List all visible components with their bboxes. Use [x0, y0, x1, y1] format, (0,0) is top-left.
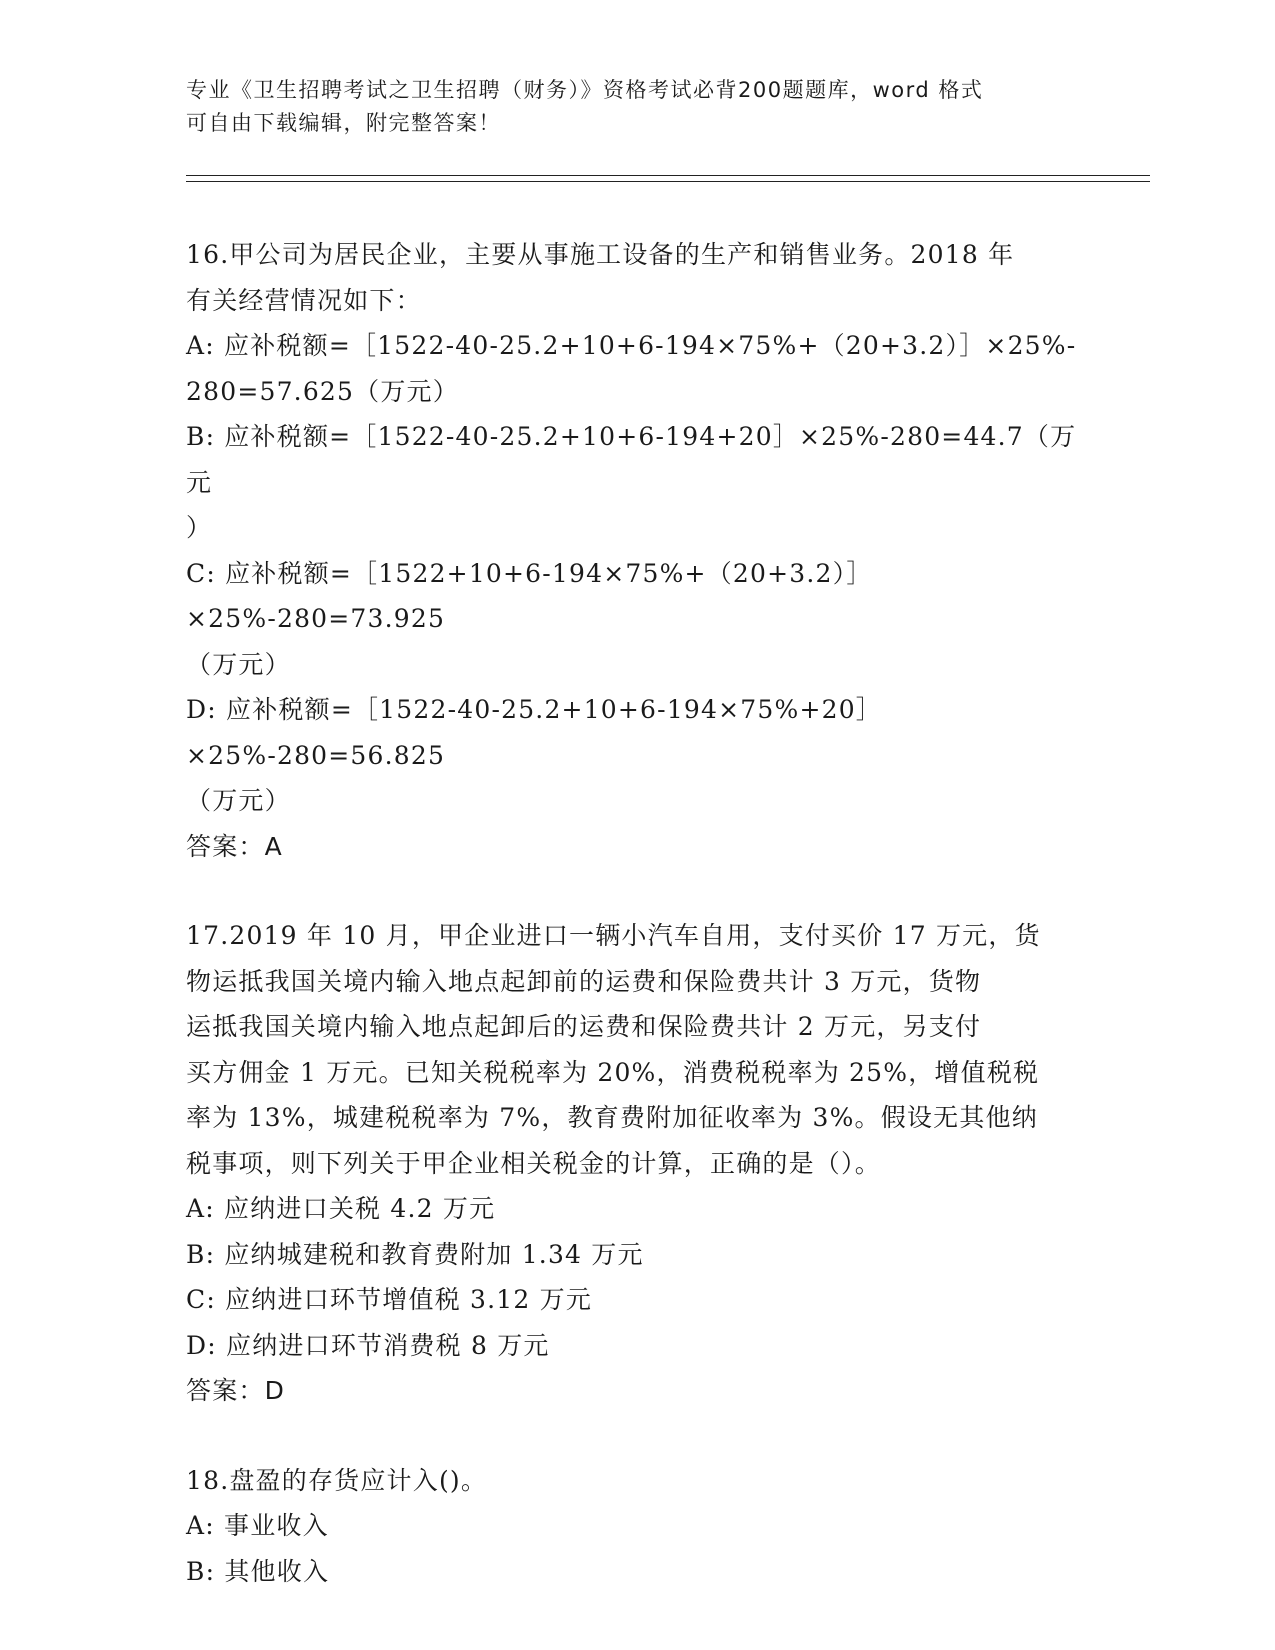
- option-a-line: 280=57.625（万元）: [186, 376, 459, 406]
- document-header: [186, 74, 1086, 140]
- question-item: [186, 1458, 1086, 1595]
- option-b-line: B: 应纳城建税和教育费附加 1.34 万元: [186, 1239, 644, 1269]
- question-stem-line: 有关经营情况如下：: [186, 285, 422, 315]
- header-divider: [186, 175, 1150, 176]
- question-stem-line: 16.甲公司为居民企业，主要从事施工设备的生产和销售业务。2018 年: [186, 240, 1015, 269]
- answer-label: 答案：A: [186, 831, 283, 861]
- answer-label: 答案：D: [186, 1376, 286, 1405]
- option-a-line: A: 事业收入: [186, 1511, 329, 1540]
- question-stem-line: 率为 13%，城建税税率为 7%，教育费附加征收率为 3%。假设无其他纳: [186, 1103, 1038, 1132]
- question-list: [186, 232, 1086, 1638]
- question-stem-line: 运抵我国关境内输入地点起卸后的运费和保险费共计 2 万元，另支付: [186, 1012, 982, 1041]
- question-stem-line: 税事项，则下列关于甲企业相关税金的计算，正确的是（）。: [186, 1148, 881, 1178]
- option-d-line: D: 应补税额=［1522-40-25.2+10+6-194×75%+20］×25%-280=56.825: [186, 695, 883, 770]
- question-stem-line: 物运抵我国关境内输入地点起卸前的运费和保险费共计 3 万元，货物: [186, 966, 982, 996]
- header-divider: [186, 181, 1150, 182]
- question-stem-line: 17.2019 年 10 月，甲企业进口一辆小汽车自用，支付买价 17 万元，货: [186, 921, 1041, 950]
- option-a-line: A: 应补税额=［1522-40-25.2+10+6-194×75%+（20+3.2）］×25%-: [186, 331, 1077, 360]
- option-c-line: C: 应补税额=［1522+10+6-194×75%+（20+3.2）］×25%-280=73.925: [186, 558, 873, 633]
- question-item: [186, 232, 1086, 869]
- question-stem-line: 18.盘盈的存货应计入()。: [186, 1465, 488, 1495]
- option-b-line: B: 应补税额=［1522-40-25.2+10+6-194+20］×25%-280=44.7（万元: [186, 422, 1077, 497]
- option-b-line: B: 其他收入: [186, 1556, 330, 1586]
- option-b-line: ）: [186, 513, 213, 542]
- option-d-line: D: 应纳进口环节消费税 8 万元: [186, 1330, 550, 1360]
- header-line: 可自由下载编辑，附完整答案！: [186, 111, 501, 135]
- option-d-line: （万元）: [186, 786, 291, 815]
- header-line: 专业《卫生招聘考试之卫生招聘（财务）》资格考试必背200题题库，word 格式: [186, 78, 984, 102]
- option-c-line: （万元）: [186, 649, 291, 679]
- option-a-line: A: 应纳进口关税 4.2 万元: [186, 1194, 496, 1223]
- question-item: [186, 913, 1086, 1414]
- option-c-line: C: 应纳进口环节增值税 3.12 万元: [186, 1285, 593, 1314]
- question-stem-line: 买方佣金 1 万元。已知关税税率为 20%，消费税税率为 25%，增值税税: [186, 1057, 1040, 1087]
